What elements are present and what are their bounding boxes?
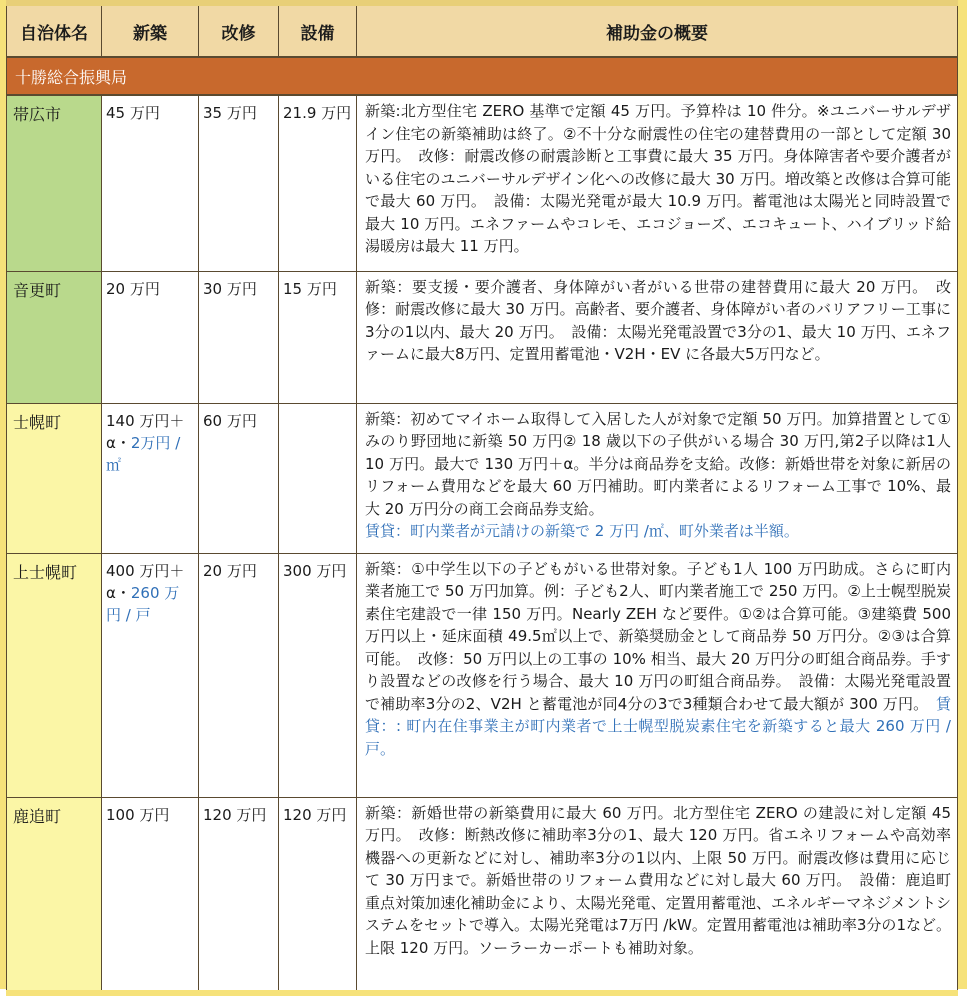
header-municipality: 自治体名 (7, 3, 102, 57)
municipality-name: 士幌町 (7, 403, 102, 553)
new-build-amount (102, 403, 199, 553)
summary-text (357, 797, 958, 993)
renovation-amount: 20 万円 (199, 553, 279, 797)
region-label: 十勝総合振興局 (7, 57, 958, 95)
table-row (7, 271, 958, 403)
new-build-amount-main: 140 万円＋α・ (106, 411, 185, 452)
summary-text (357, 553, 958, 797)
new-build-amount (102, 553, 199, 797)
summary-body: 新築：初めてマイホーム取得して入居した人が対象で定額 50 万円。加算措置として①みのり野団地に新築 50 万円② 18 歳以下の子供がいる場合 30 万円,第2子以降は1人 10 万円。最大で 130 万円＋α。半分は商品券を支給。改修：新婚世帯を対象に新居のリフォーム費用などを最大 60 万円補助。町内業者によるリフォーム工事で 10%、最大 20 万円分の商工会商品券支給。 (365, 409, 951, 518)
equipment-amount: 15 万円 (279, 271, 357, 403)
new-build-amount: 20 万円 (102, 271, 199, 403)
equipment-amount: 120 万円 (279, 797, 357, 993)
renovation-amount: 60 万円 (199, 403, 279, 553)
new-build-amount: 100 万円 (102, 797, 199, 993)
new-build-amount: 45 万円 (102, 95, 199, 271)
municipality-name: 上士幌町 (7, 553, 102, 797)
renovation-amount: 30 万円 (199, 271, 279, 403)
summary-body: 新築:北方型住宅 ZERO 基準で定額 45 万円。予算枠は 10 件分。※ユニバーサルデザイン住宅の新築補助は終了。②不十分な耐震性の住宅の建替費用の一部として定額 30 万円。 改修：耐震改修の耐震診断と工事費に最大 35 万円。身体障害者や要介護者がいる住宅のユニバーサルデザイン化への改修に最大 30 万円。増改築と改修は合算可能で最大 60 万円。 設備：太陽光発電が最大 10.9 万円。蓄電池は太陽光と同時設置で最大 10 万円。エネファームやコレモ、エコジョーズ、エコキュート、ハイブリッド給湯暖房は最大 11 万円。 (365, 102, 951, 255)
new-build-amount-main: 400 万円＋α・ (106, 561, 185, 602)
renovation-amount: 120 万円 (199, 797, 279, 993)
equipment-amount: 300 万円 (279, 553, 357, 797)
header-equipment: 設備 (279, 3, 357, 57)
header-summary: 補助金の概要 (357, 3, 958, 57)
summary-body: 新築：要支援・要介護者、身体障がい者がいる世帯の建替費用に最大 20 万円。 改修：耐震改修に最大 30 万円。高齢者、要介護者、身体障がい者のバリアフリー工事に3分の1以内、最大 20 万円。 設備：太陽光発電設置で3分の1、最大 10 万円、エネファームに最大8万円、定置用蓄電池・V2H・EV に各最大5万円など。 (365, 277, 951, 363)
header-renovation: 改修 (199, 3, 279, 57)
table-row (7, 403, 958, 553)
rental-amount: 260 万円 / 戸 (106, 583, 180, 624)
summary-text (357, 271, 958, 403)
region-row (7, 57, 958, 95)
equipment-amount (279, 403, 357, 553)
table-row (7, 797, 958, 993)
summary-text (357, 95, 958, 271)
municipality-name: 音更町 (7, 271, 102, 403)
renovation-amount: 35 万円 (199, 95, 279, 271)
header-row (7, 3, 958, 57)
equipment-amount: 21.9 万円 (279, 95, 357, 271)
summary-body: 新築：①中学生以下の子どもがいる世帯対象。子ども1人 100 万円助成。さらに町内業者施工で 50 万円加算。例：子ども2人、町内業者施工で 250 万円。②上士幌型脱炭素住宅建設で一律 150 万円。Nearly ZEH など要件。①②は合算可能。③建築費 500 万円以上・延床面積 49.5㎡以上で、新築奨励金として商品券 50 万円分。②③は合算可能。 改修：50 万円以上の工事の 10% 相当、最大 20 万円分の町組合商品券。手すり設置などの改修を行う場合、最大 10 万円の町組合商品券。 設備：太陽光発電設置で補助率3分の2、V2H と蓄電池が同4分の3で3種類合わせて最大額が 300 万円。 (365, 559, 951, 713)
municipality-name: 鹿追町 (7, 797, 102, 993)
municipality-name: 帯広市 (7, 95, 102, 271)
right-border-strip (957, 0, 967, 989)
summary-body: 新築：新婚世帯の新築費用に最大 60 万円。北方型住宅 ZERO の建設に対し定額 45 万円。 改修：断熱改修に補助率3分の1、最大 120 万円。省エネリフォームや高効率機器への更新などに対し、補助率3分の1以内、上限 50 万円。耐震改修は費用に応じて 30 万円まで。新婚世帯のリフォーム費用などに対し最大 60 万円。 設備：鹿追町重点対策加速化補助金により、太陽光発電、定置用蓄電池、エネルギーマネジメントシステムをセットで導入。太陽光発電は7万円 /kW。定置用蓄電池は補助率3分の1など。上限 120 万円。ソーラーカーポートも補助対象。 (365, 803, 951, 957)
rental-amount: 2万円 / ㎡ (106, 433, 181, 474)
table-row (7, 553, 958, 797)
header-new-build: 新築 (102, 3, 199, 57)
rental-summary: 賃貸：町内業者が元請けの新築で 2 万円 /㎡、町外業者は半額。 (365, 522, 799, 540)
table-row (7, 95, 958, 271)
rental-summary: 賃貸：: 町内在住事業主が町内業者で上士幌型脱炭素住宅を新築すると最大 260 万円 / 戸。 (365, 694, 951, 758)
subsidy-table (6, 0, 958, 996)
summary-text (357, 403, 958, 553)
